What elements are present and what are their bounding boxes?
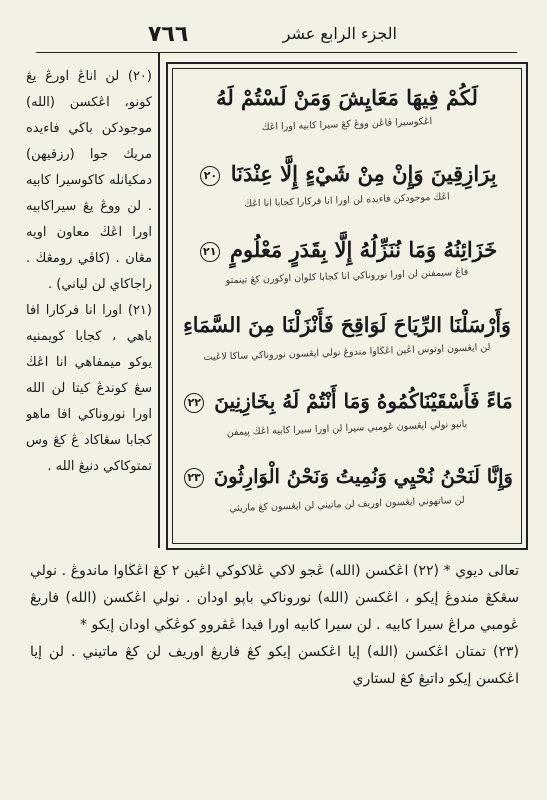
verse-text: لَكُمْ فِيهَا مَعَايِشَ وَمَنْ لَسْتُمْ لَهُ — [216, 85, 478, 110]
interlinear-gloss: بانيو نولي ايڠسون ڠومبي سيرا لن اورا سيرا كابيه اڠڬ ڽيمفن — [226, 418, 468, 439]
interlinear-gloss: اڠكوسيرا ڤاڠن ووڠ كڠ سيرا كابيه اورا اڠڬ — [261, 116, 433, 133]
verse-end-marker: ٢٠ — [200, 166, 220, 186]
interlinear-gloss: لن ساتهوني ايڠسون اوريف لن ماتيني لن ايڠسون كڠ ماريثي — [229, 494, 465, 515]
side-paragraph: (٢١) اورا انا فركارا افا باهي ، كجابا كويمنيه يوكو ميمفاهي انا اڠڬ سڠ كوندڠ كيتا لن الله اورا نوروناكي افا ماهو كجابا سڠاكاد ڠ كڠ وس تمتوكاكي دنيڠ الله . — [26, 303, 152, 474]
verse-line-block — [181, 231, 513, 297]
quran-text-inner-frame — [172, 68, 522, 544]
verse-end-marker: ٢١ — [200, 242, 220, 262]
header-rule — [36, 52, 517, 53]
verse-line-block — [181, 307, 513, 373]
verse-line-block — [181, 383, 513, 449]
interlinear-gloss: لن ايڠسون اوتوس اڠين اڠڬاوا مندوڠ نولي ايڠسون نوروناكي ساكا لاڠيت — [203, 341, 491, 364]
verse-line-block — [181, 155, 513, 221]
verse-end-marker: ٢٢ — [184, 393, 204, 413]
running-header: الجزء الرابع عشر — [282, 24, 397, 43]
interlinear-gloss: فاڠ سيمفنن لن اورا نوروناكي انا كجابا كلوان اوكورن كڠ تينمتو — [225, 266, 469, 287]
quran-text-frame — [166, 62, 528, 550]
page-number: ٧٦٦ — [148, 22, 189, 47]
verse-line-block — [181, 79, 513, 145]
side-paragraph: (٢٠) لن اناڠ اورڠ يڠ كونو، اڠكسن (الله) موجودكن باڬي فاءيده مريك جوا (رزقيهن) دمكيانله كاكوسيرا كابيه . لن ووڠ يڠ سيراكابيه اورا اڠڬ معاون اويه مڠان . (كاڤي رومڠڬ . راجاكاي لن لياني) . — [26, 69, 152, 292]
verse-text: وَإِنَّا لَنَحْنُ نُحْيِي وَنُمِيتُ وَنَحْنُ الْوَارِثُونَ ٢٣ — [181, 465, 513, 488]
commentary-paragraph: (٢٣) تمتان اڠكسن (الله) إيا اڠكسن إيكو كڠ فاريڠ اوريف لن كڠ ماتيني . لن إيا اڠكسن إيكو داتيڠ كڠ لستاري — [30, 644, 519, 687]
column-divider — [158, 52, 160, 548]
commentary-paragraph: تعالى ديوي * (٢٢) اڠكسن (الله) ڠجو لاكي ڠلاكوكي اڠين ٢ كڠ اڠڬاوا ماندوڠ . نولي سڠكڠ مندوڠ إيكو ، اڠكسن (الله) نوروناكي باڽو اودان . نولي اڠكسن (الله) فاريڠ ڠومبي مراڠ سيرا كابيه . لن سيرا كابيه اورا فيدا ڠڤروو كوڠڬي اودان إيكو * — [30, 563, 519, 633]
verse-text: بِرَازِقِينَ وَإِنْ مِنْ شَيْءٍ إِلَّا عِنْدَنَا ٢٠ — [181, 161, 513, 186]
interlinear-gloss: اڠڬ موجودكن فاءيده لن اورا انا فركارا كجابا انا اڠڬ — [244, 191, 450, 210]
verse-text: مَاءً فَأَسْقَيْنَاكُمُوهُ وَمَا أَنْتُمْ لَهُ بِخَازِنِينَ ٢٢ — [181, 389, 513, 413]
side-commentary-column — [26, 64, 152, 544]
verse-end-marker: ٢٣ — [184, 468, 204, 488]
bottom-commentary — [30, 558, 519, 778]
verse-text: وَأَرْسَلْنَا الرِّيَاحَ لَوَاقِحَ فَأَنْزَلْنَا مِنَ السَّمَاءِ — [183, 313, 511, 337]
verse-text: خَزَائِنُهُ وَمَا نُنَزِّلُهُ إِلَّا بِقَدَرٍ مَعْلُومٍ ٢١ — [181, 237, 513, 262]
verse-line-block — [181, 459, 513, 525]
